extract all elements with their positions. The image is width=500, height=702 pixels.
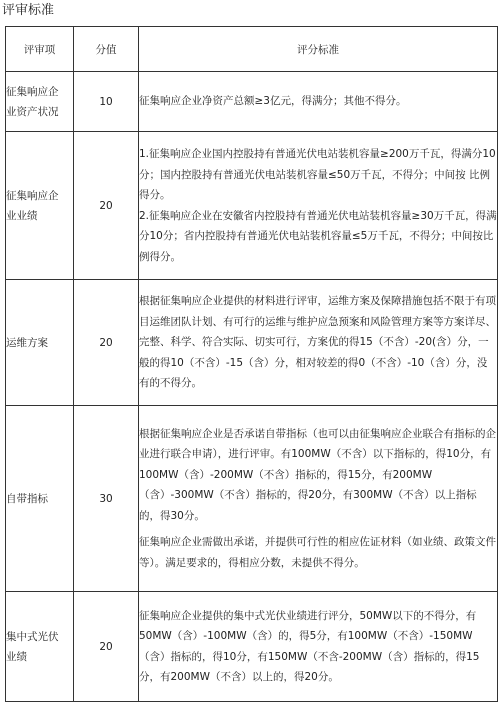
score-cell: 30 <box>74 406 139 592</box>
criteria-text: 征集响应企业净资产总额≥3亿元，得满分；其他不得分。 <box>139 95 407 108</box>
criteria-cell <box>139 592 498 702</box>
criteria-text: 1.征集响应企业国内控股持有普通光伏电站装机容量≥200万千瓦，得满分10分；国内控股持有普通光伏电站装机容量≤50万千瓦，不得分；中间按 比例得分。 <box>139 148 496 201</box>
table-row <box>6 72 498 132</box>
item-label-line: 集中式光伏 <box>6 630 59 643</box>
table-header-row <box>6 27 498 72</box>
score-cell: 20 <box>74 592 139 702</box>
criteria-cell <box>139 132 498 280</box>
criteria-table <box>5 26 498 702</box>
item-label-line: 征集响应企 <box>6 85 59 98</box>
score-cell: 10 <box>74 72 139 132</box>
criteria-cell <box>139 280 498 406</box>
criteria-cell <box>139 72 498 132</box>
item-cell <box>6 72 74 132</box>
item-cell <box>6 406 74 592</box>
item-label-line: 征集响应企 <box>6 189 59 202</box>
item-label-line: 自带指标 <box>6 492 48 505</box>
criteria-text: 根据征集响应企业是否承诺自带指标（也可以由征集响应企业联合有指标的企业进行联合申请），进行评审。有100MW（不含）以下指标的，得10分，有100MW（含）-200MW（不含）指标的，得15分，有200MW（含）-300MW（不含）指标的，得20分，有300MW（不含）以上指标的，得30分。 <box>139 427 496 522</box>
item-label-line: 业资产状况 <box>6 105 59 118</box>
item-cell <box>6 592 74 702</box>
page-title: 评审标准 <box>2 3 55 18</box>
score-cell: 20 <box>74 280 139 406</box>
criteria-text: 征集响应企业提供的集中式光伏业绩进行评分，50MW以下的不得分，有50MW（含）-100MW（含）的，得5分，有100MW（不含）-150MW（含）指标的，得10分，有150MW（不含-200MW（含）指标的，得15分，有200MW（不含）以上的，得20分。 <box>139 609 480 683</box>
item-label-line: 业业绩 <box>6 209 38 222</box>
criteria-text: 征集响应企业需做出承诺，并提供可行性的相应佐证材料（如业绩、政策文件等）。满足要求的，得相应分数，未提供不得分。 <box>139 536 496 569</box>
table-row <box>6 132 498 280</box>
criteria-text: 根据征集响应企业提供的材料进行评审，运维方案及保障措施包括不限于有项目运维团队计划、有可行的运维与维护应急预案和风险管理方案等方案详尽、完整、科学、符合实际、切实可行，方案优的得15（不含）-20(含）分，一般的得10（不含）-15（含）分，相对较差的得0（不含）-10（含）分，没有的不得分。 <box>139 295 496 390</box>
item-label-line: 运维方案 <box>6 336 48 349</box>
item-label-line: 业绩 <box>6 650 27 663</box>
table-row <box>6 406 498 592</box>
criteria-cell <box>139 406 498 592</box>
criteria-text: 2.征集响应企业在安徽省内控股持有普通光伏电站装机容量≥30万千瓦，得满 分10分；省内控股持有普通光伏电站装机容量≤5万千瓦，不得分；中间按比例得分。 <box>139 209 497 263</box>
item-cell <box>6 280 74 406</box>
score-cell: 20 <box>74 132 139 280</box>
table-row <box>6 280 498 406</box>
header-item: 评审项 <box>6 27 74 72</box>
header-criteria: 评分标准 <box>139 27 498 72</box>
table-row <box>6 592 498 702</box>
header-score: 分值 <box>74 27 139 72</box>
item-cell <box>6 132 74 280</box>
